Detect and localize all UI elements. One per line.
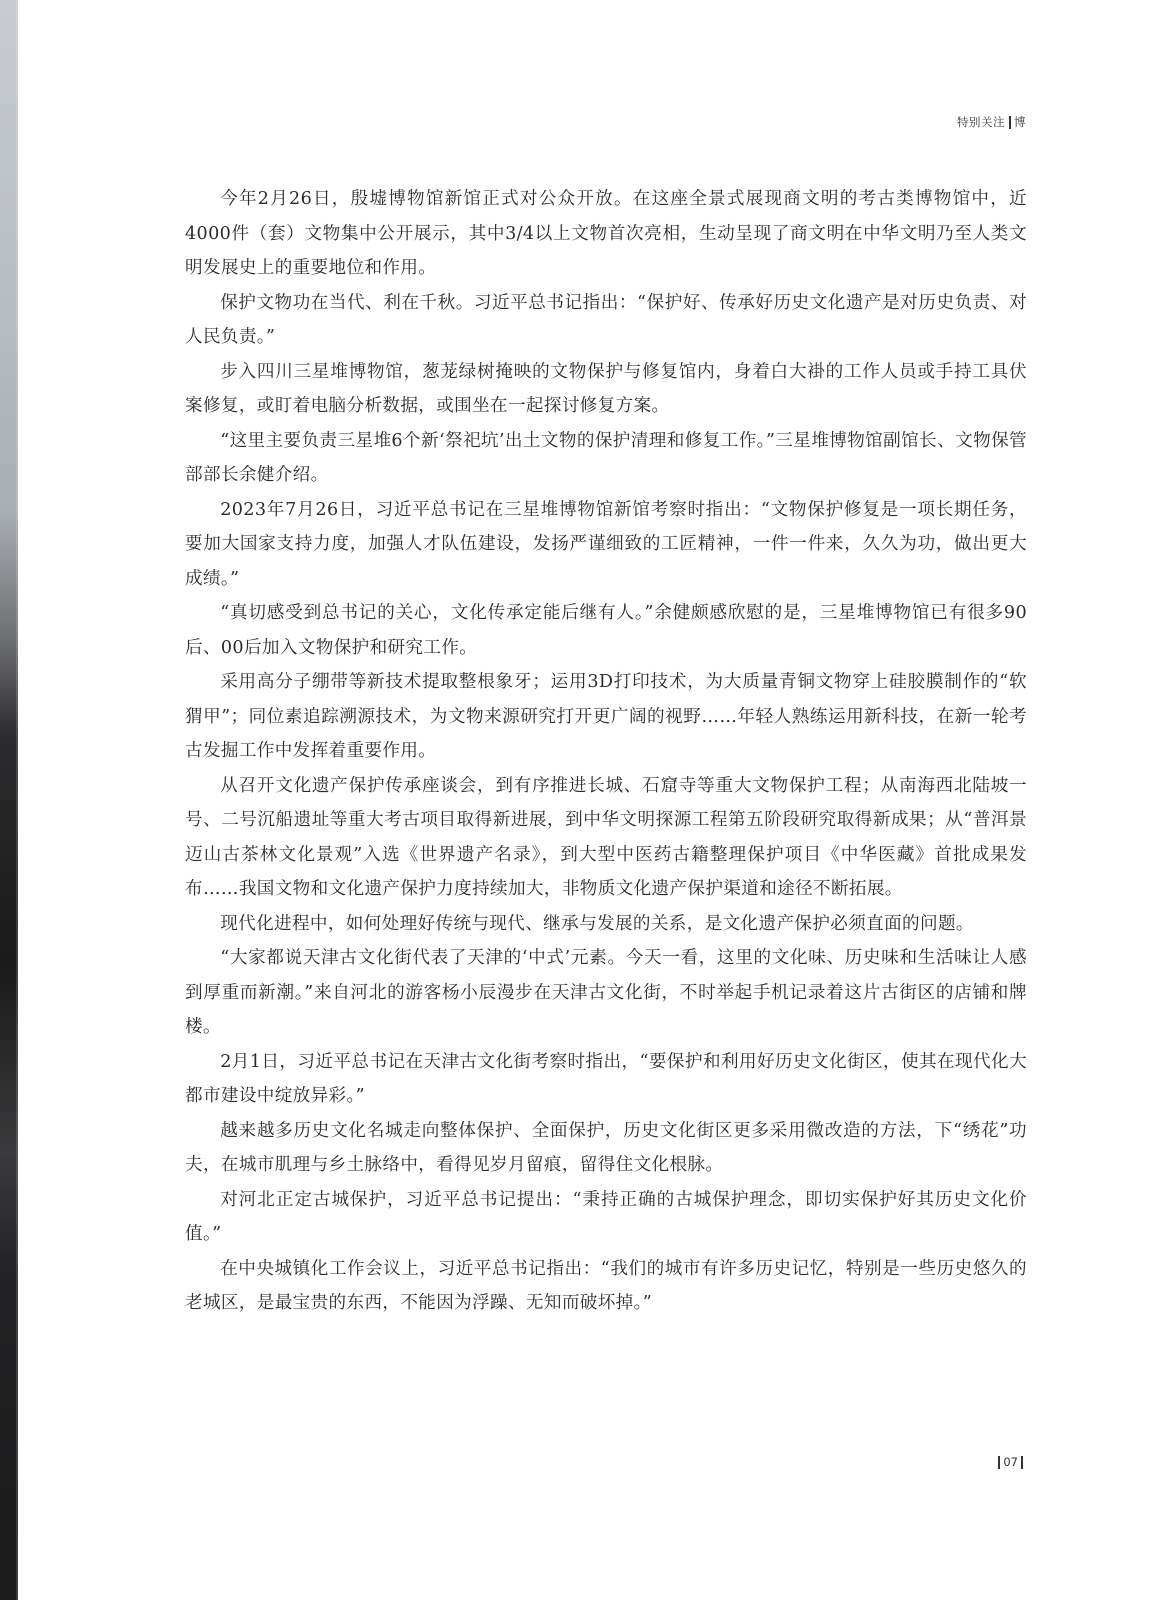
left-edge-photo: [0, 0, 18, 1600]
paragraph: 采用高分子绷带等新技术提取整根象牙；运用3D打印技术，为大质量青铜文物穿上硅胶膜制作的“软猬甲”；同位素追踪溯源技术，为文物来源研究打开更广阔的视野……年轻人熟练运用新科技，在新一轮考古发掘工作中发挥着重要作用。: [185, 672, 1027, 761]
paragraph: 保护文物功在当代、利在千秋。习近平总书记指出：“保护好、传承好历史文化遗产是对历史负责、对人民负责。”: [185, 292, 1027, 347]
header-divider: [1009, 116, 1011, 129]
section-title: 特别关注: [957, 115, 1005, 129]
paragraph: 现代化进程中，如何处理好传统与现代、继承与发展的关系，是文化遗产保护必须直面的问题。: [220, 913, 974, 934]
page-number-text: 07: [1003, 1455, 1018, 1469]
paragraph: 今年2月26日，殷墟博物馆新馆正式对公众开放。在这座全景式展现商文明的考古类博物馆中，近4000件（套）文物集中公开展示，其中3/4以上文物首次亮相，生动呈现了商文明在中华文明乃至人类文明发展史上的重要地位和作用。: [185, 189, 1027, 278]
paragraph: “这里主要负责三星堆6个新‘祭祀坑’出土文物的保护清理和修复工作。”三星堆博物馆副馆长、文物保管部部长余健介绍。: [185, 430, 1027, 485]
running-header: [957, 114, 1026, 130]
page-number-bar-left: [998, 1456, 1000, 1469]
paragraph: 越来越多历史文化名城走向整体保护、全面保护，历史文化街区更多采用微改造的方法，下“绣花”功夫，在城市肌理与乡土脉络中，看得见岁月留痕，留得住文化根脉。: [185, 1120, 1027, 1175]
paragraph: 对河北正定古城保护，习近平总书记提出：“秉持正确的古城保护理念，即切实保护好其历史文化价值。”: [185, 1189, 1027, 1244]
paragraph: “真切感受到总书记的关心，文化传承定能后继有人。”余健颇感欣慰的是，三星堆博物馆已有很多90后、00后加入文物保护和研究工作。: [185, 603, 1027, 658]
paragraph: 2023年7月26日，习近平总书记在三星堆博物馆新馆考察时指出：“文物保护修复是一项长期任务，要加大国家支持力度，加强人才队伍建设，发扬严谨细致的工匠精神，一件一件来，久久为功，做出更大成绩。”: [185, 499, 1027, 589]
article-body: [185, 182, 1027, 1321]
paragraph: 从召开文化遗产保护传承座谈会，到有序推进长城、石窟寺等重大文物保护工程；从南海西北陆坡一号、二号沉船遗址等重大考古项目取得新进展，到中华文明探源工程第五阶段研究取得新成果；从“普洱景迈山古茶林文化景观”入选《世界遗产名录》，到大型中医药古籍整理保护项目《中华医藏》首批成果发布……我国文物和文化遗产保护力度持续加大，非物质文化遗产保护渠道和途径不断拓展。: [185, 775, 1027, 899]
paragraph: 步入四川三星堆博物馆，葱茏绿树掩映的文物保护与修复馆内，身着白大褂的工作人员或手持工具伏案修复，或盯着电脑分析数据，或围坐在一起探讨修复方案。: [185, 361, 1027, 416]
page-number-bar-right: [1021, 1456, 1023, 1469]
column-title: 博: [1014, 115, 1026, 129]
page-number: [995, 1455, 1026, 1469]
paragraph: 2月1日，习近平总书记在天津古文化街考察时指出，“要保护和利用好历史文化街区，使其在现代化大都市建设中绽放异彩。”: [185, 1051, 1027, 1106]
paragraph: “大家都说天津古文化街代表了天津的‘中式’元素。今天一看，这里的文化味、历史味和生活味让人感到厚重而新潮。”来自河北的游客杨小辰漫步在天津古文化街，不时举起手机记录着这片古街区的店铺和牌楼。: [185, 948, 1027, 1037]
paragraph: 在中央城镇化工作会议上，习近平总书记指出：“我们的城市有许多历史记忆，特别是一些历史悠久的老城区，是最宝贵的东西，不能因为浮躁、无知而破坏掉。”: [185, 1258, 1027, 1313]
